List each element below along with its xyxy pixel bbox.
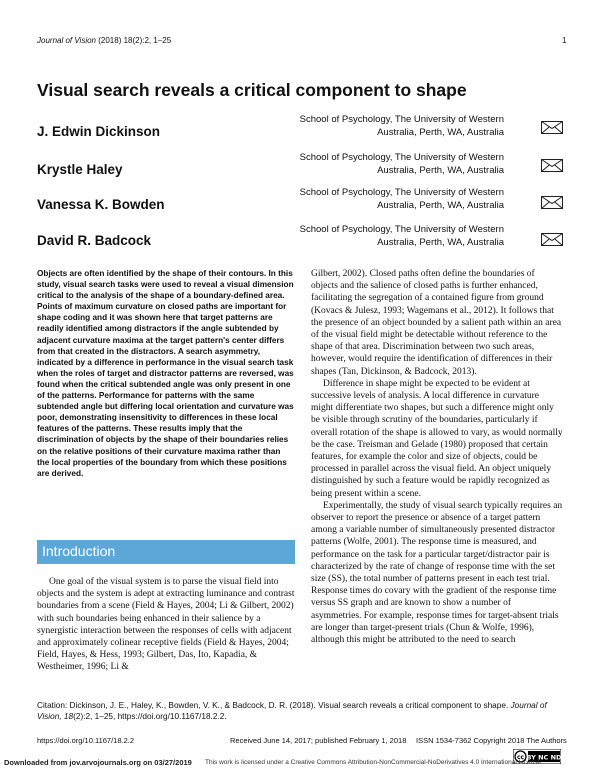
license-statement: This work is licensed under a Creative Commons Attribution-NonCommercial-NoDerivatives 4.0 International License.	[205, 759, 543, 766]
journal-name: Journal of Vision	[37, 36, 96, 45]
affiliation-line: Australia, Perth, WA, Australia	[377, 165, 504, 176]
author-name: Vanessa K. Bowden	[37, 197, 165, 212]
abstract: Objects are often identified by the shape of their contours. In this study, visual search tasks were used to reveal a visual dimension critical to the analysis of the shape of a boundary-defined area. Points of maximum curvature on closed paths are important for shape coding and it was shown here that target patterns are readily identified among distractors if the angle subtended by adjacent curvature maxima at the target pattern's center differs from that created in the distractors. A search asymmetry, indicated by a difference in performance in the visual search task when the roles of target and distractor patterns are reversed, was found when the critical subtended angle was only present in one of the patterns. Performance for patterns with the same subtended angle but differing local orientation and curvature was poor, demonstrating insensitivity to differences in these local features of the patterns. These results imply that the discrimination of objects by the shape of their boundaries relies on the relative positions of their curvature maxima rather than the local properties of the boundary from which these positions are derived.	[37, 269, 294, 478]
body-paragraph: Difference in shape might be expected to be evident at successive levels of analysis. A local difference in curvature might differentiate two shapes, but such a difference might only be visible through scrutiny of the boundaries, particularly if overall rotation of the shape is allowed to vary, as would normally be the case. Treisman and Gelade (1980) proposed that certain features, for example the color and size of objects, could be processed in parallel across the visual field. An object uniquely distinguished by such a feature would be rapidly recognized as being present within a scene.	[311, 378, 563, 499]
affiliation-line: School of Psychology, The University of Western	[299, 152, 504, 163]
affiliation-line: School of Psychology, The University of Western	[299, 224, 504, 235]
email-icon[interactable]	[541, 159, 563, 172]
email-icon[interactable]	[541, 196, 563, 209]
author-name: Krystle Haley	[37, 162, 123, 177]
body-paragraph: Experimentally, the study of visual search typically requires an observer to report the presence or absence of a target pattern among a variable number of simultaneously presented distractor patterns (Wolfe, 2001). The response time is measured, and performance on the task for a particular target/distractor pair is characterized by the rate of change of response time with the set size (SS), the total number of patterns present in each test trial. Response times do covary with the gradient of the response time versus SS graph and are known to show a number of asymmetries. For example, response times for target-absent trials are longer than target-present trials (Chun & Wolfe, 1996), although this might be attributed to the need to search	[311, 500, 563, 646]
footer-dates: Received June 14, 2017; published February 1, 2018	[230, 736, 407, 745]
affiliation-line: School of Psychology, The University of Western	[299, 187, 504, 198]
svg-text:cc: cc	[516, 754, 525, 761]
citation-journal: Journal of Vision,	[37, 701, 547, 721]
body-paragraph: Gilbert, 2002). Closed paths often define the boundaries of objects and the salience of closed paths is further enhanced, facilitating the segregation of a contained figure from ground (Kovacs & Julesz, 1993; Wagemans et al., 2012). It follows that the presence of an object bounded by a salient path within an area of the visual field might be detectable without reference to the shape of that area. Discrimination between two such areas, however, would require the identification of differences in their shapes (Tan, Dickinson, & Badcock, 2013).	[311, 269, 562, 377]
author-affiliation	[244, 186, 504, 212]
citation-text: Citation: Dickinson, J. E., Haley, K., Bowden, V. K., & Badcock, D. R. (2018). Visual search reveals a critical component to shape.	[37, 701, 509, 710]
paper-title: Visual search reveals a critical component to shape	[37, 80, 467, 100]
affiliation-line: Australia, Perth, WA, Australia	[377, 237, 504, 248]
author-name: David R. Badcock	[37, 233, 152, 248]
author-affiliation	[244, 151, 504, 177]
author-affiliation	[244, 223, 504, 249]
footer-issn: ISSN 1534-7362 Copyright 2018 The Authors	[416, 736, 567, 745]
affiliation-line: School of Psychology, The University of Western	[299, 114, 504, 125]
section-heading: Introduction	[42, 543, 116, 559]
download-stamp: Downloaded from jov.arvojournals.org on 03/27/2019	[4, 758, 192, 767]
cc-badge-label: BY NC ND	[526, 753, 561, 762]
citation	[37, 700, 567, 722]
citation-volume: 18	[63, 712, 74, 721]
journal-reference	[37, 36, 171, 45]
intro-paragraph: One goal of the visual system is to parse the visual field into objects and the system is adept at extracting luminance and contrast boundaries from a scene (Field & Hayes, 2004; Li & Gilbert, 2002) with such boundaries being enhanced in their salience by a synergistic interaction between the responses of cells with adjacent and approximately colinear receptive fields (Field & Hayes, 2004; Field, Hayes, & Hess, 1993; Gilbert, Das, Ito, Kapadia, & Westheimer, 1996; Li &	[37, 577, 295, 673]
citation-doi[interactable]: (2):2, 1–25, https://doi.org/10.1167/18.2.2.	[73, 712, 227, 721]
email-icon[interactable]	[541, 121, 563, 134]
footer-doi-link[interactable]: https://doi.org/10.1167/18.2.2	[37, 736, 135, 745]
affiliation-line: Australia, Perth, WA, Australia	[377, 200, 504, 211]
affiliation-line: Australia, Perth, WA, Australia	[377, 127, 504, 138]
author-affiliation	[244, 113, 504, 139]
email-icon[interactable]	[541, 233, 563, 246]
right-column	[311, 268, 563, 646]
page-number: 1	[562, 36, 567, 45]
author-name: J. Edwin Dickinson	[37, 124, 161, 139]
journal-volume-info: (2018) 18(2):2, 1–25	[98, 36, 172, 45]
